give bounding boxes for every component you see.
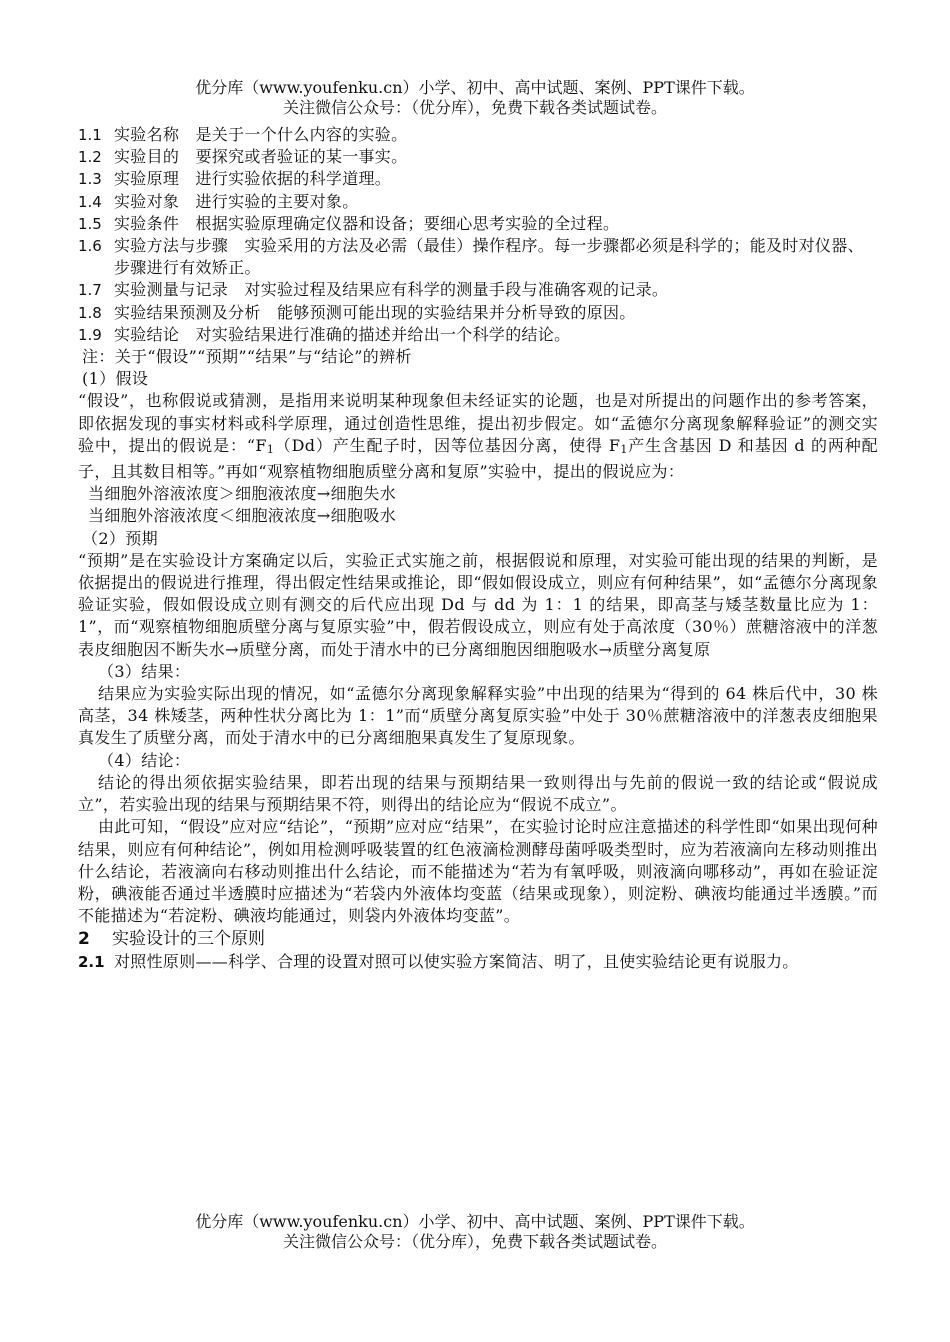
text-run: “假设”，也称假说或猜测，是指用来说明某种现象但未经证实的论题，也是对所提出的问题作出的参考答案，即依据发现的事实材料或科学原理，通过创造性思维，提出初步假定。如“孟德尔分离现象解释验证”的测交实验中，提出的假说是：“F [78, 391, 878, 455]
section-title: 实验设计的三个原则 [112, 929, 265, 950]
item-text: 实验目的 要探究或者验证的某一事实。 [114, 147, 408, 167]
list-item [78, 146, 878, 168]
list-item [78, 191, 878, 213]
conclusion-paragraph-1: 结论的得出须依据实验结果，即若出现的结果与预期结果一致则得出与先前的假说一致的结论或“假说成立”，若实验出现的结果与预期结果不符，则得出的结论应为“假说不成立”。 [78, 772, 878, 815]
item-text: 对照性原则——科学、合理的设置对照可以使实验方案简洁、明了，且使实验结论更有说服力。 [114, 952, 799, 972]
item-number: 1.4 [78, 192, 102, 211]
header-line-2: 关注微信公众号：（优分库），免费下载各类试题试卷。 [282, 98, 667, 117]
section-title-expectation: （2）预期 [82, 528, 158, 548]
list-item [78, 168, 878, 190]
list-item [78, 124, 878, 146]
item-number: 1.9 [78, 325, 102, 344]
subscript: 1 [620, 442, 628, 456]
section-title-result: （3）结果： [98, 661, 191, 681]
section-title-hypothesis: (1）假设 [82, 369, 149, 389]
text-run: （Dd）产生配子时，因等位基因分离，使得 F [274, 435, 621, 455]
item-text: 实验对象 进行实验的主要对象。 [114, 191, 359, 211]
item-number: 1.8 [78, 303, 102, 322]
footer-line-2: 关注微信公众号：（优分库），免费下载各类试题试卷。 [282, 1232, 667, 1251]
list-item [78, 235, 878, 279]
item-text: 实验结论 对实验结果进行准确的描述并给出一个科学的结论。 [114, 324, 571, 344]
hypothesis-equation-2: 当细胞外溶液浓度＜细胞液浓度→细胞吸水 [88, 506, 397, 526]
item-number: 1.3 [78, 170, 102, 189]
list-item [78, 324, 878, 346]
header-line-1: 优分库（www.youfenku.cn）小学、初中、高中试题、案例、PPT课件下载。 [195, 78, 755, 97]
item-text: 实验原理 进行实验依据的科学道理。 [114, 169, 392, 189]
subscript: 1 [266, 442, 275, 456]
conclusion-paragraph-2: 由此可知，“假设”应对应“结论”，“预期”应对应“结果”，在实验讨论时应注意描述的科学性即“如果出现何种结果，则应有何种结论”，例如用检测呼吸装置的红色液滴检测酵母菌呼吸类型时，应为若液滴向左移动则推出什么结论，若液滴向右移动则推出什么结论，而不能描述为“若为有氧呼吸，则液滴向哪移动”，再如在验证淀粉，碘液能否通过半透膜时应描述为“若袋内外液体均变蓝（结果或现象），则淀粉、碘液均能通过半透膜。”而不能描述为“若淀粉、碘液均能通过，则袋内外液体均变蓝”。 [78, 817, 878, 926]
document-body [78, 124, 878, 974]
item-number: 2.1 [78, 953, 105, 972]
page-header [0, 78, 950, 118]
item-text: 实验方法与步骤 实验采用的方法及必需（最佳）操作程序。每一步骤都必须是科学的；能及时对仪器、步骤进行有效矫正。 [114, 236, 864, 278]
page-footer [0, 1212, 950, 1252]
hypothesis-paragraph [78, 390, 878, 483]
list-item [78, 213, 878, 235]
item-number: 1.7 [78, 281, 102, 300]
section-number: 2 [78, 929, 90, 950]
item-number: 1.2 [78, 148, 102, 167]
item-text: 实验名称 是关于一个什么内容的实验。 [114, 125, 408, 144]
item-number: 1.6 [78, 237, 102, 256]
expectation-paragraph: “预期”是在实验设计方案确定以后，实验正式实施之前，根据假说和原理，对实验可能出现的结果的判断，是依据提出的假说进行推理，得出假定性结果或推论，即“假如假设成立，则应有何种结果”，如“孟德尔分离现象验证实验，假如假设成立则有测交的后代应出现 Dd 与 dd 为 1：1 的结果，即高茎与矮茎数量比应为 1：1”，而“观察植物细胞质壁分离与复原实验”中，假若假设成立，则应有处于高浓度（30％）蔗糖溶液中的洋葱表皮细胞因不断失水→质壁分离，而处于清水中的已分离细胞因细胞吸水→质壁分离复原 [78, 550, 878, 659]
list-item [78, 302, 878, 324]
item-text: 实验测量与记录 对实验过程及结果应有科学的测量手段与准确客观的记录。 [114, 280, 669, 300]
list-item [78, 279, 878, 301]
footer-line-1: 优分库（www.youfenku.cn）小学、初中、高中试题、案例、PPT课件下载。 [195, 1212, 755, 1231]
result-paragraph: 结果应为实验实际出现的情况，如“孟德尔分离现象解释实验”中出现的结果为“得到的 64 株后代中，30 株高茎，34 株矮茎，两种性状分离比为 1：1”而“质壁分离复原实验”中处于 30％蔗糖溶液中的洋葱表皮细胞果真发生了质壁分离，而处于清水中的已分离细胞果真发生了复原现象。 [78, 684, 878, 748]
note-heading: 注：关于“假设”“预期”“结果”与“结论”的辨析 [82, 347, 412, 367]
text-run: 产生含基因 D 和基因 d 的两种配子，且其数目相等。”再如“观察植物细胞质壁分离和复原”实验中，提出的假说应为： [78, 435, 878, 482]
section-2-heading [78, 927, 878, 951]
item-text: 实验结果预测及分析 能够预测可能出现的实验结果并分析导致的原因。 [114, 302, 636, 322]
item-number: 1.5 [78, 214, 102, 233]
hypothesis-equation-1: 当细胞外溶液浓度＞细胞液浓度→细胞失水 [88, 484, 397, 504]
section-title-conclusion: （4）结论： [98, 750, 191, 770]
item-number: 1.1 [78, 126, 102, 144]
list-item [78, 951, 878, 973]
item-text: 实验条件 根据实验原理确定仪器和设备；要细心思考实验的全过程。 [114, 213, 620, 233]
